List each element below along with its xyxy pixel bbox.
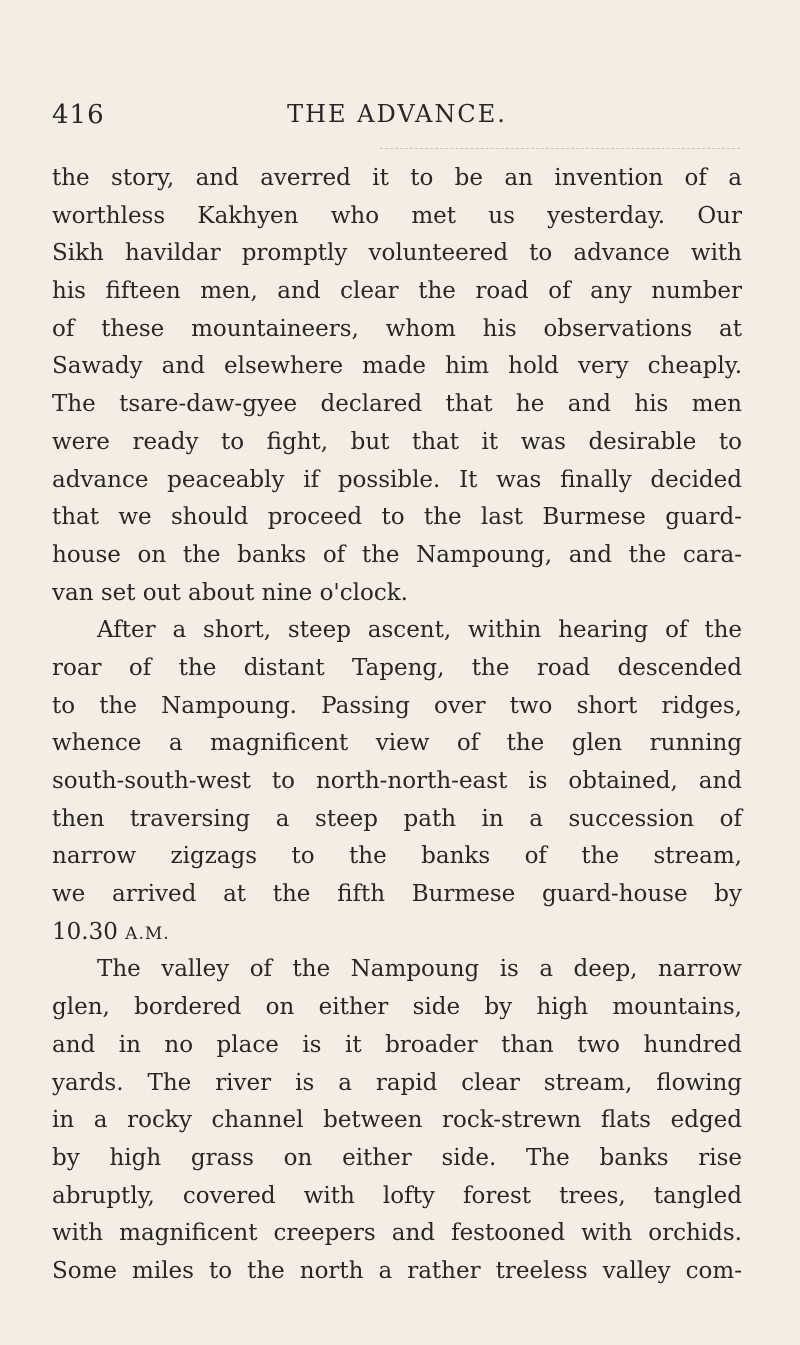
text-line: that we should proceed to the last Burmese guard- bbox=[52, 504, 742, 531]
text-line: The tsare-daw-gyee declared that he and his men bbox=[52, 391, 742, 418]
text-line: van set out about nine o'clock. bbox=[52, 579, 408, 606]
running-head: THE ADVANCE. bbox=[287, 100, 507, 128]
text-line: yards. The river is a rapid clear stream, flowing bbox=[52, 1069, 742, 1096]
text-line: were ready to fight, but that it was desirable to bbox=[52, 428, 742, 455]
time-suffix: A.M. bbox=[125, 923, 170, 944]
text-line: of these mountaineers, whom his observations at bbox=[52, 315, 742, 342]
text-line: the story, and averred it to be an invention of a bbox=[52, 165, 742, 191]
text-line: by high grass on either side. The banks rise bbox=[52, 1144, 742, 1171]
text-line: After a short, steep ascent, within hearing of the bbox=[97, 617, 742, 644]
text-line bbox=[52, 914, 742, 952]
text-line: house on the banks of the Nampoung, and the cara- bbox=[52, 541, 742, 568]
text-line: to the Nampoung. Passing over two short ridges, bbox=[52, 692, 742, 719]
text-line: worthless Kakhyen who met us yesterday. Our bbox=[52, 202, 742, 229]
text-line: abruptly, covered with lofty forest trees, tangled bbox=[52, 1182, 742, 1209]
text-line: his fifteen men, and clear the road of any number bbox=[52, 278, 742, 305]
text-line: The valley of the Nampoung is a deep, narrow bbox=[97, 956, 742, 983]
text-line: we arrived at the fifth Burmese guard-house by bbox=[52, 881, 742, 908]
text-line: Sikh havildar promptly volunteered to advance with bbox=[52, 240, 742, 267]
text-line: advance peaceably if possible. It was finally decided bbox=[52, 466, 742, 493]
text-line: whence a magnificent view of the glen running bbox=[52, 730, 742, 757]
time-value: 10.30 bbox=[52, 918, 118, 945]
text-line: Sawady and elsewhere made him hold very cheaply. bbox=[52, 353, 742, 380]
page-header bbox=[52, 100, 742, 140]
text-line: Some miles to the north a rather treeless valley com- bbox=[52, 1257, 742, 1284]
text-line: with magnificent creepers and festooned with orchids. bbox=[52, 1220, 742, 1247]
text-line: then traversing a steep path in a succession of bbox=[52, 805, 742, 832]
page-number: 416 bbox=[52, 100, 105, 130]
text-line: narrow zigzags to the banks of the stream, bbox=[52, 843, 742, 870]
text-line: glen, bordered on either side by high mountains, bbox=[52, 994, 742, 1021]
header-rule bbox=[380, 148, 740, 149]
text-line: south-south-west to north-north-east is obtained, and bbox=[52, 768, 742, 794]
body-text bbox=[52, 160, 742, 1291]
text-line: and in no place is it broader than two hundred bbox=[52, 1031, 742, 1058]
text-line: roar of the distant Tapeng, the road descended bbox=[52, 654, 742, 681]
text-line: in a rocky channel between rock-strewn flats edged bbox=[52, 1107, 742, 1134]
